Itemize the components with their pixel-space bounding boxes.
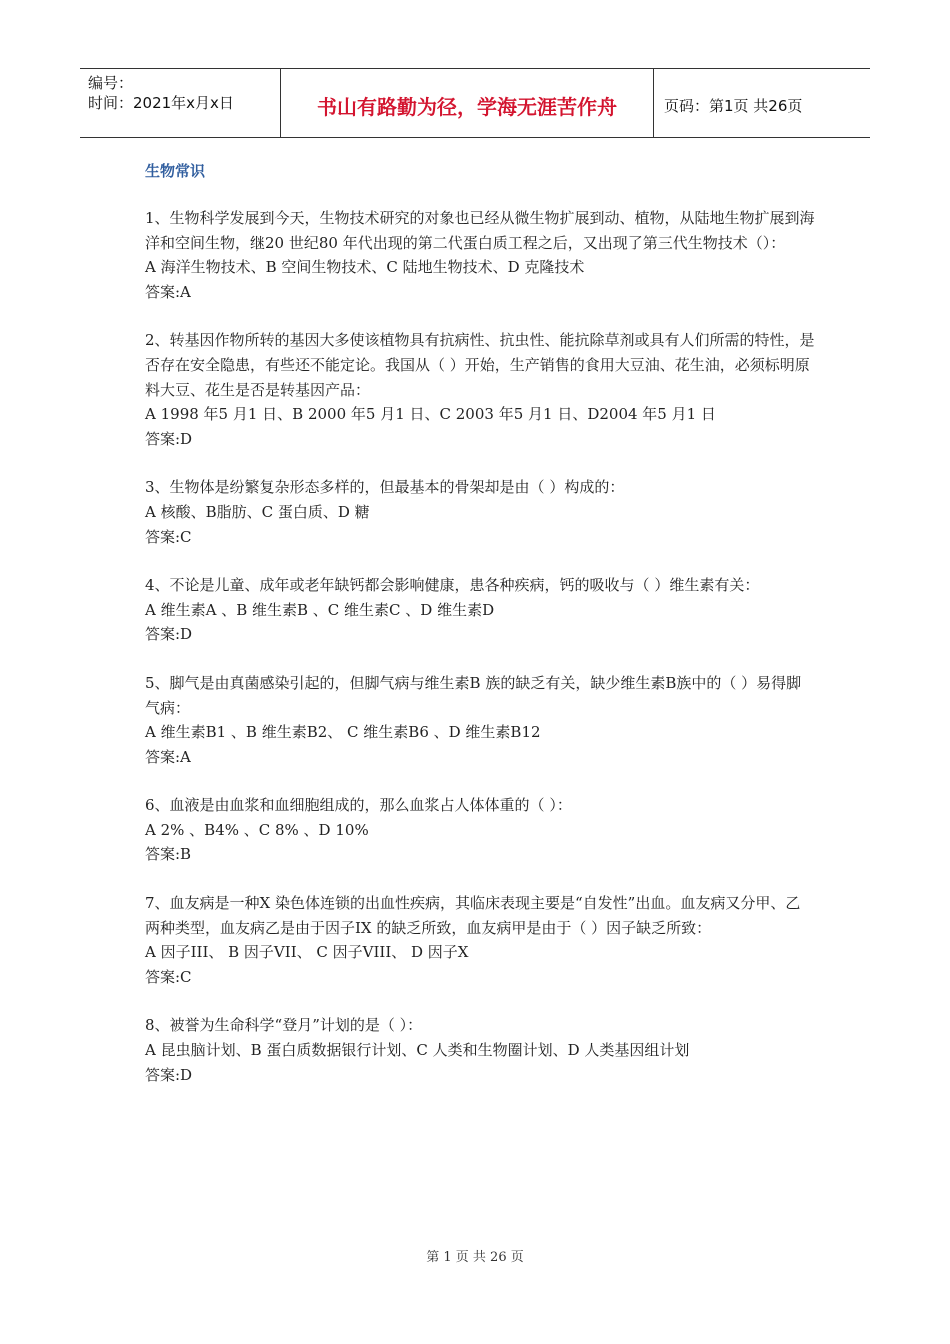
question-item [145, 793, 815, 867]
question-item [145, 328, 815, 451]
question-options: A 1998 年5 月1 日、B 2000 年5 月1 日、C 2003 年5 月1 日、D2004 年5 月1 日 [145, 405, 716, 424]
document-time-label: 时间：2021年x月x日 [88, 94, 234, 112]
question-answer: 答案:C [145, 527, 192, 546]
question-answer: 答案:A [145, 282, 191, 301]
question-options: A 因子III、 B 因子VII、 C 因子VIII、 D 因子X [145, 943, 469, 962]
document-number-label: 编号： [88, 74, 134, 92]
document-body [145, 160, 815, 1111]
header-page-info: 页码：第1页 共26页 [664, 96, 803, 115]
question-stem: 5、脚气是由真菌感染引起的，但脚气病与维生素B 族的缺乏有关，缺少维生素B族中的（ ）易得脚气病： [145, 673, 802, 717]
question-options: A 维生素B1 、B 维生素B2、 C 维生素B6 、D 维生素B12 [145, 723, 541, 742]
question-stem: 1、生物科学发展到今天，生物技术研究的对象也已经从微生物扩展到动、植物，从陆地生物扩展到海洋和空间生物，继20 世纪80 年代出现的第二代蛋白质工程之后，又出现了第三代生物技术（）： [145, 209, 815, 252]
page-footer: 第 1 页 共 26 页 [426, 1250, 524, 1265]
question-stem: 4、不论是儿童、成年或老年缺钙都会影响健康，患各种疾病，钙的吸收与（ ）维生素有关： [145, 576, 760, 595]
question-answer: 答案:D [145, 625, 193, 644]
question-stem: 7、血友病是一种X 染色体连锁的出血性疾病，其临床表现主要是“自发性”出血。血友病又分甲、乙两种类型，血友病乙是由于因子IX 的缺乏所致，血友病甲是由于（ ）因子缺乏所致： [145, 894, 801, 937]
question-item [145, 671, 815, 769]
question-item [145, 206, 815, 304]
question-stem: 3、生物体是纷繁复杂形态多样的，但最基本的骨架却是由（ ）构成的： [145, 478, 625, 497]
question-stem: 2、转基因作物所转的基因大多使该植物具有抗病性、抗虫性、能抗除草剂或具有人们所需的特性，是否存在安全隐患，有些还不能定论。我国从（ ）开始，生产销售的食用大豆油、花生油，必须标明原料大豆、花生是否是转基因产品： [145, 331, 815, 399]
question-answer: 答案:C [145, 967, 192, 986]
page-header [80, 68, 870, 138]
question-answer: 答案:D [145, 429, 193, 448]
section-title: 生物常识 [145, 162, 206, 180]
question-answer: 答案:B [145, 845, 192, 864]
question-stem: 6、血液是由血浆和血细胞组成的，那么血浆占人体体重的（ ）： [145, 796, 572, 815]
question-options: A 核酸、B脂肪、C 蛋白质、D 糖 [145, 502, 370, 521]
header-meta [80, 69, 281, 137]
question-answer: 答案:A [145, 747, 191, 766]
question-stem: 8、被誉为生命科学“登月”计划的是（ ）： [145, 1016, 423, 1035]
question-item [145, 475, 815, 549]
question-item [145, 573, 815, 647]
question-options: A 昆虫脑计划、B 蛋白质数据银行计划、C 人类和生物圈计划、D 人类基因组计划 [145, 1041, 690, 1060]
question-options: A 2% 、B4% 、C 8% 、D 10% [145, 820, 369, 839]
question-options: A 维生素A 、B 维生素B 、C 维生素C 、D 维生素D [145, 600, 495, 619]
question-answer: 答案:D [145, 1065, 193, 1084]
question-options: A 海洋生物技术、B 空间生物技术、C 陆地生物技术、D 克隆技术 [145, 258, 585, 277]
question-item [145, 1013, 815, 1087]
header-motto: 书山有路勤为径，学海无涯苦作舟 [281, 69, 654, 137]
question-item [145, 891, 815, 989]
